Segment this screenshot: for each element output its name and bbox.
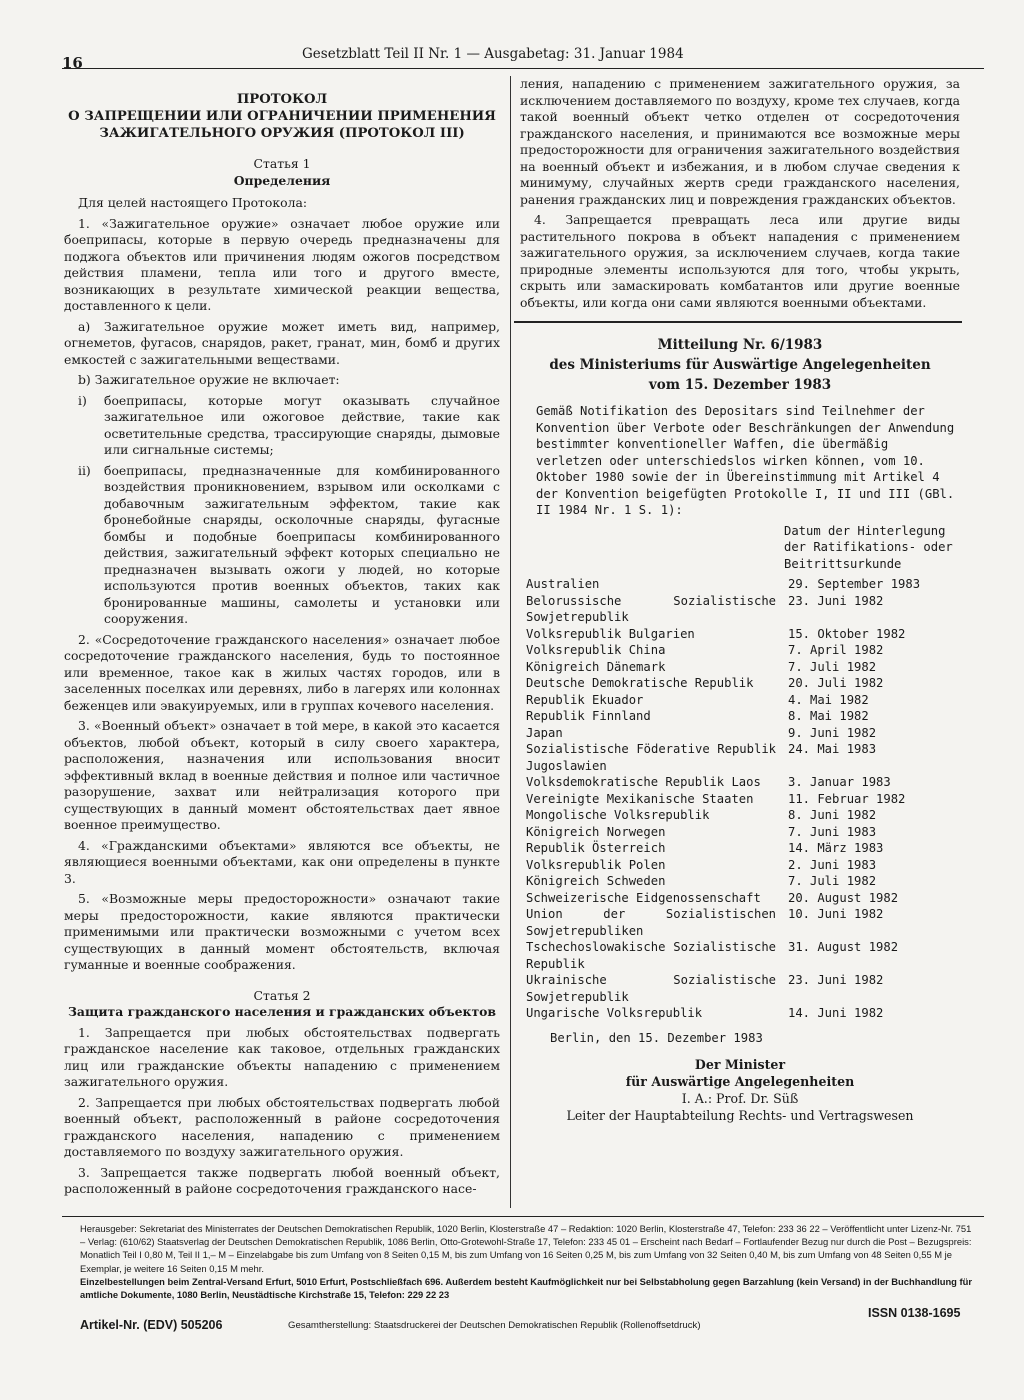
article1-paragraph-a: a) Зажигательное оружие может иметь вид, например, огнеметов, фугасов, снарядов, ракет, гранат, мин, бомб и других емкостей с зажигательными веществами. — [64, 318, 500, 367]
date-cell: 9. Juni 1982 — [788, 725, 877, 740]
imprint-bold-text: Einzelbestellungen beim Zentral-Versand Erfurt, 5010 Erfurt, Postschließfach 696. Außerdem besteht Kaufmöglichkeit nur bei Selbstabholung gegen Barzahlung (kein Versand) in der Buchhandlung für amtliche Dokumente, 1080 Berlin, Neustädtische Kirchstraße 15, Telefon: 229 22 23 — [80, 1275, 973, 1301]
date-cell: 8. Juni 1982 — [788, 808, 877, 822]
country-cell: Volksrepublik Bulgarien — [526, 626, 695, 641]
date-cell: 4. Mai 1982 — [788, 692, 869, 707]
table-row — [526, 824, 960, 841]
running-head: Gesetzblatt Teil II Nr. 1 — Ausgabetag: 31. Januar 1984 — [302, 46, 684, 62]
country-cell: Volksrepublik Polen — [526, 857, 666, 872]
article1-intro: Для целей настоящего Протокола: — [78, 195, 308, 210]
place-date: Berlin, den 15. Dezember 1983 — [550, 1030, 763, 1045]
header-rule — [62, 68, 984, 69]
table-row — [526, 692, 960, 709]
table-row — [526, 774, 960, 791]
table-row — [526, 857, 960, 874]
column-divider — [510, 76, 511, 1208]
country-cell: Königreich Schweden — [526, 874, 666, 888]
table-row — [526, 890, 960, 907]
country-cell: Union der Sozialistischen Sowjetrepubliken — [526, 907, 776, 938]
date-cell: 2. Juni 1983 — [788, 857, 877, 872]
table-row — [526, 906, 960, 939]
article1-subheading: Определения — [233, 172, 331, 188]
country-cell: Republik Ekuador — [526, 692, 644, 707]
ratification-table — [526, 576, 960, 1022]
article2-paragraph-1: 1. Запрещается при любых обстоятельствах подвергать гражданское население как таковое, отдельных гражданских лиц или гражданские объекты нападению с применением зажигательного оружия. — [64, 1024, 500, 1089]
table-row — [526, 708, 960, 725]
table-row — [526, 659, 960, 676]
mitteilung-title-line: des Ministeriums für Auswärtige Angelegenheiten — [549, 357, 931, 373]
left-column — [64, 91, 500, 1202]
item-text: боеприпасы, предназначенные для комбинированного воздействия проникновением, взрывом или осколками с добавочным зажигательным эффектом, такие как бронебойные снаряды, осколочные снаряды, фугасные бомбы и подобные боеприпасы комбинированного действия, зажигательный эффект которых специально не предназначен вызывать ожоги у людей, но которые используются против военных объектов, таких как бронированные машины, самолеты и установки или сооружения. — [104, 462, 500, 626]
country-cell: Königreich Norwegen — [526, 824, 666, 839]
table-row — [526, 675, 960, 692]
country-cell: Republik Österreich — [526, 841, 666, 855]
country-cell: Tschechoslowakische Sozialistische Republik — [526, 940, 776, 971]
protocol-title-line: ПРОТОКОЛ — [236, 92, 328, 107]
mitteilung-title-line: Mitteilung Nr. 6/1983 — [657, 337, 823, 353]
article-number: Artikel-Nr. (EDV) 505206 — [80, 1318, 223, 1332]
table-row — [526, 807, 960, 824]
article1-item-ii — [64, 463, 500, 628]
table-row — [526, 873, 960, 890]
country-cell: Republik Finnland — [526, 709, 651, 723]
protocol-title-line: О ЗАПРЕЩЕНИИ ИЛИ ОГРАНИЧЕНИИ ПРИМЕНЕНИЯ — [68, 109, 496, 124]
article2-paragraph-2: 2. Запрещается при любых обстоятельствах подвергать любой военный объект, расположенный в районе сосредоточения гражданского населения, нападению с применением доставляемого по воздуху зажигательного оружия. — [64, 1094, 500, 1159]
signature-block — [520, 1056, 960, 1124]
article1-item-i — [64, 393, 500, 459]
item-marker: ii) — [78, 462, 91, 478]
mitteilung-title — [520, 335, 960, 395]
country-cell: Australien — [526, 577, 600, 591]
right-column — [520, 76, 960, 1124]
article2-paragraph-3: 3. Запрещается также подвергать любой военный объект, расположенный в районе сосредоточения гражданского насе- — [64, 1164, 500, 1196]
footer-rule — [62, 1216, 984, 1217]
date-cell: 10. Juni 1982 — [788, 907, 884, 921]
table-row — [526, 626, 960, 643]
date-cell: 20. Juli 1982 — [788, 676, 884, 690]
table-row — [526, 642, 960, 659]
article2-heading: Статья 2 — [253, 987, 311, 1003]
date-cell: 7. April 1982 — [788, 643, 884, 657]
mitteilung-intro: Gemäß Notifikation des Depositars sind Teilnehmer der Konvention über Verbote oder Beschränkungen der Anwendung bestimmter konventioneller Waffen, die übermäßig verletzen oder unterschiedslos wirken können, vom 10. Oktober 1980 sowie der in Übereinstimmung mit Artikel 4 der Konvention beigefügten Protokolle I, II und III (GBl. II 1984 Nr. 1 S. 1): — [536, 404, 955, 517]
date-cell: 7. Juli 1982 — [788, 874, 877, 888]
article1-paragraph-2: 2. «Сосредоточение гражданского населения» означает любое сосредоточение гражданского населения, будь то постоянное или временное, такое как в жилых частях городов, или в заселенных поселках или деревнях, либо в лагерях или колоннах беженцев или эвакуируемых, или в группах кочевого населения. — [64, 631, 500, 713]
table-row — [526, 576, 960, 593]
mitteilung-title-line: vom 15. Dezember 1983 — [648, 377, 832, 393]
date-cell: 7. Juli 1982 — [788, 659, 877, 674]
issn: ISSN 0138-1695 — [868, 1306, 961, 1320]
date-cell: 29. September 1983 — [788, 577, 921, 591]
page-number: 16 — [62, 54, 83, 72]
imprint — [80, 1222, 972, 1301]
article1-paragraph-4: 4. «Гражданскими объектами» являются все объекты, не являющиеся военными объектами, как они определены в пункте 3. — [64, 837, 500, 886]
protocol-title-line: ЗАЖИГАТЕЛЬНОГО ОРУЖИЯ (ПРОТОКОЛ III) — [99, 126, 465, 141]
date-cell: 14. März 1983 — [788, 841, 884, 855]
signature-line: Der Minister — [694, 1057, 786, 1072]
country-cell: Sozialistische Föderative Republik Jugoslawien — [526, 742, 776, 773]
imprint-text: Herausgeber: Sekretariat des Ministerrates der Deutschen Demokratischen Republik, 1020 Berlin, Klosterstraße 47 – Redaktion: 1020 Berlin, Klosterstraße 47, Telefon: 233 36 22 – Veröffentlicht unter Lizenz-Nr. 751 – Verlag: (610/62) Staatsverlag der Deutschen Demokratischen Republik, 1086 Berlin, Otto-Grotewohl-Straße 17, Telefon: 233 45 01 – Erscheint nach Bedarf – Fortlaufender Bezug nur durch die Post – Bezugspreis: Monatlich Teil I 0,80 M, Teil II 1,– M – Einzelabgabe bis zum Umfang von 8 Seiten 0,15 M, bis zum Umfang von 16 Seiten 0,25 M, bis zum Umfang von 32 Seiten 0,40 M, bis zum Umfang von 48 Seiten 0,55 M je Exemplar, je weitere 16 Seiten 0,15 M mehr. — [80, 1223, 972, 1274]
date-cell: 24. Mai 1983 — [788, 742, 877, 756]
table-row — [526, 939, 960, 972]
date-cell: 15. Oktober 1982 — [788, 626, 906, 641]
ratification-table-header: Datum der Hinterlegung der Ratifikations- oder Beitrittsurkunde — [784, 523, 953, 571]
table-row — [526, 1005, 960, 1022]
date-cell: 23. Juni 1982 — [788, 593, 884, 608]
country-cell: Königreich Dänemark — [526, 659, 666, 674]
country-cell: Ungarische Volksrepublik — [526, 1006, 703, 1020]
date-cell: 20. August 1982 — [788, 890, 899, 905]
article1-paragraph-1: 1. «Зажигательное оружие» означает любое оружие или боеприпасы, которые в первую очередь предназначены для поджога объектов или причинения людям ожогов посредством действия пламени, тепла или того и другого вместе, возникающих в результате химической реакции вещества, доставленного к цели. — [64, 215, 500, 313]
article2-paragraph-4: 4. Запрещается превращать леса или другие виды растительного покрова в объект нападения с применением зажигательного оружия, за исключением случаев, когда такие природные элементы используются для того, чтобы укрыть, скрыть или замаскировать комбатантов или другие военные объекты, или когда они сами являются военными объектами. — [520, 212, 960, 310]
article2-paragraph-3-continued: ления, нападению с применением зажигательного оружия, за исключением доставляемого по воздуху, кроме тех случаев, когда такой военный объект четко отделен от сосредоточения гражданского населения, и принимаются все возможные меры предосторожности для ограничения зажигательного воздействия на военный объект и избежания, и в любом случае сведения к минимуму, случайных жертв среди гражданского населения, ранения гражданских лиц и повреждения гражданских объектов. — [520, 76, 960, 207]
country-cell: Japan — [526, 725, 563, 740]
item-marker: i) — [78, 392, 87, 408]
article1-paragraph-5: 5. «Возможные меры предосторожности» означают такие меры предосторожности, какие являются практически применимыми или практически возможными с учетом всех существующих в данный момент обстоятельств, включая гуманные и военные соображения. — [64, 891, 500, 972]
date-cell: 23. Juni 1982 — [788, 973, 884, 987]
date-cell: 8. Mai 1982 — [788, 709, 869, 723]
printer-note: Gesamtherstellung: Staatsdruckerei der Deutschen Demokratischen Republik (Rollenoffsetdruck) — [288, 1320, 701, 1331]
section-rule — [514, 321, 962, 323]
country-cell: Deutsche Demokratische Republik — [526, 676, 754, 690]
date-cell: 14. Juni 1982 — [788, 1006, 884, 1020]
date-cell: 31. August 1982 — [788, 940, 899, 954]
country-cell: Volksdemokratische Republik Laos — [526, 775, 761, 789]
country-cell: Vereinigte Mexikanische Staaten — [526, 791, 754, 806]
article2-subheading: Защита гражданского населения и гражданских объектов — [68, 1004, 496, 1019]
date-cell: 11. Februar 1982 — [788, 791, 906, 806]
table-row — [526, 741, 960, 774]
date-cell: 7. Juni 1983 — [788, 824, 877, 839]
signature-line: I. A.: Prof. Dr. Süß — [681, 1091, 799, 1106]
country-cell: Ukrainische Sozialistische Sowjetrepublik — [526, 973, 776, 1004]
table-row — [526, 791, 960, 808]
article1-paragraph-b: b) Зажигательное оружие не включает: — [78, 372, 340, 387]
country-cell: Volksrepublik China — [526, 643, 666, 657]
item-text: боеприпасы, которые могут оказывать случайное зажигательное или ожоговое действие, такие как осветительные средства, трассирующие снаряды, дымовые или сигнальные системы; — [104, 392, 500, 457]
article1-paragraph-3: 3. «Военный объект» означает в той мере, в какой это касается объектов, любой объект, который в силу своего характера, расположения, назначения или использования вносит эффективный вклад в военные действия и полное или частичное разорушение, захват или нейтрализация которого при существующих в данный момент обстоятельствах дает явное военное преимущество. — [64, 718, 500, 832]
protocol-title — [64, 91, 500, 142]
date-cell: 3. Januar 1983 — [788, 775, 891, 789]
country-cell: Mongolische Volksrepublik — [526, 808, 710, 822]
signature-line: für Auswärtige Angelegenheiten — [625, 1074, 855, 1089]
table-row — [526, 725, 960, 742]
table-row — [526, 840, 960, 857]
table-row — [526, 593, 960, 626]
signature-line: Leiter der Hauptabteilung Rechts- und Vertragswesen — [566, 1108, 914, 1123]
table-row — [526, 972, 960, 1005]
country-cell: Schweizerische Eidgenossenschaft — [526, 890, 761, 905]
country-cell: Belorussische Sozialistische Sowjetrepublik — [526, 593, 776, 624]
article1-heading: Статья 1 — [253, 156, 311, 171]
